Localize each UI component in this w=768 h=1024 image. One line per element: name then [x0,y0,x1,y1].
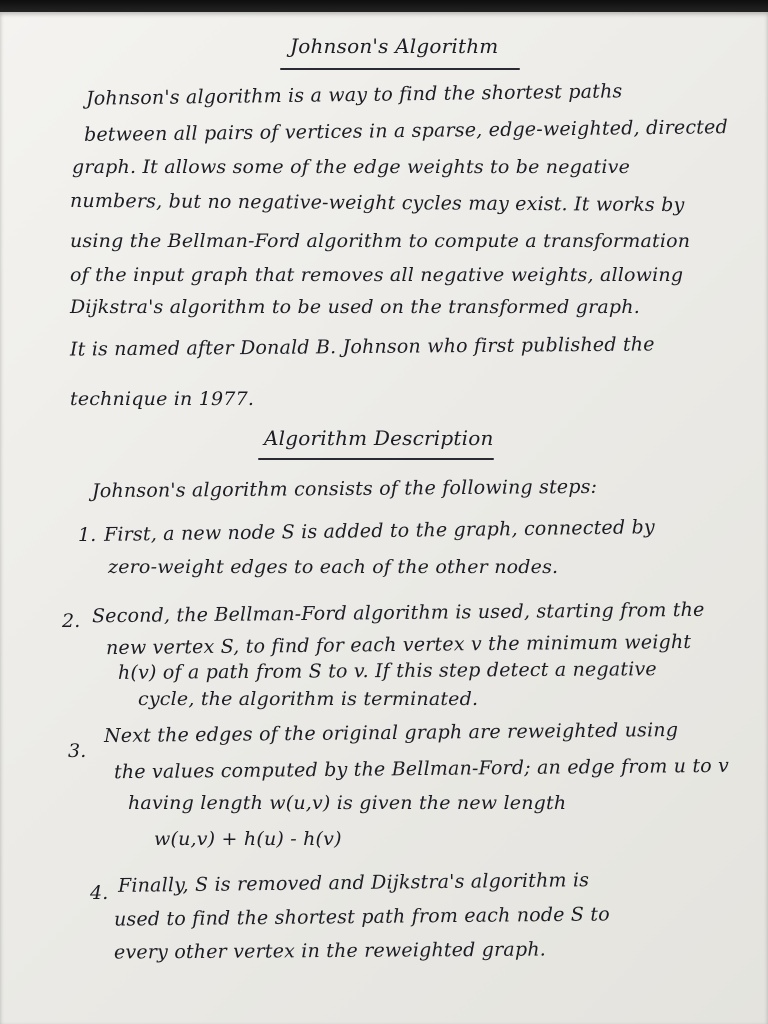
handwritten-page [0,12,768,1024]
intro-line-7: Dijkstra's algorithm to be used on the transformed graph. [70,296,640,318]
step-2-line-2: new vertex S, to find for each vertex v the minimum weight [105,630,692,660]
step-4-line-3: every other vertex in the reweighted graph. [113,938,547,964]
steps-intro: Johnson's algorithm consists of the following steps: [91,475,598,503]
intro-line-4: numbers, but no negative-weight cycles may exist. It works by [69,189,685,217]
intro-line-9: technique in 1977. [70,388,255,410]
intro-line-5: using the Bellman-Ford algorithm to compute a transformation [70,230,691,252]
step-1-number: 1. [78,524,97,546]
section-title-underline [258,458,494,460]
step-3-line-3: having length w(u,v) is given the new length [128,792,567,814]
step-2-line-3: h(v) of a path from S to v. If this step detect a negative [117,658,657,684]
intro-line-1: Johnson's algorithm is a way to find the shortest paths [85,80,623,110]
intro-line-8: It is named after Donald B. Johnson who first published the [69,333,655,361]
step-3-line-2: the values computed by the Bellman-Ford; an edge from u to v [113,754,730,784]
page-title: Johnson's Algorithm [290,34,499,58]
section-title: Algorithm Description [264,426,494,450]
step-2-number: 2. [62,610,81,632]
step-4-line-2: used to find the shortest path from each node S to [113,903,610,931]
title-underline [280,68,520,70]
step-1-line-1: First, a new node S is added to the graph, connected by [103,516,655,546]
intro-line-2: between all pairs of vertices in a sparse, edge-weighted, directed [83,116,729,146]
step-4-line-1: Finally, S is removed and Dijkstra's algorithm is [117,869,590,897]
intro-line-6: of the input graph that removes all negative weights, allowing [70,264,684,286]
step-3-formula: w(u,v) + h(u) - h(v) [154,828,342,850]
step-3-number: 3. [68,740,87,762]
intro-line-3: graph. It allows some of the edge weights to be negative [72,156,631,178]
step-1-line-2: zero-weight edges to each of the other nodes. [108,556,559,578]
step-2-line-1: Second, the Bellman-Ford algorithm is used, starting from the [91,598,705,628]
step-4-number: 4. [90,882,109,904]
step-2-line-4: cycle, the algorithm is terminated. [138,688,479,710]
step-3-line-1: Next the edges of the original graph are reweighted using [103,718,679,748]
